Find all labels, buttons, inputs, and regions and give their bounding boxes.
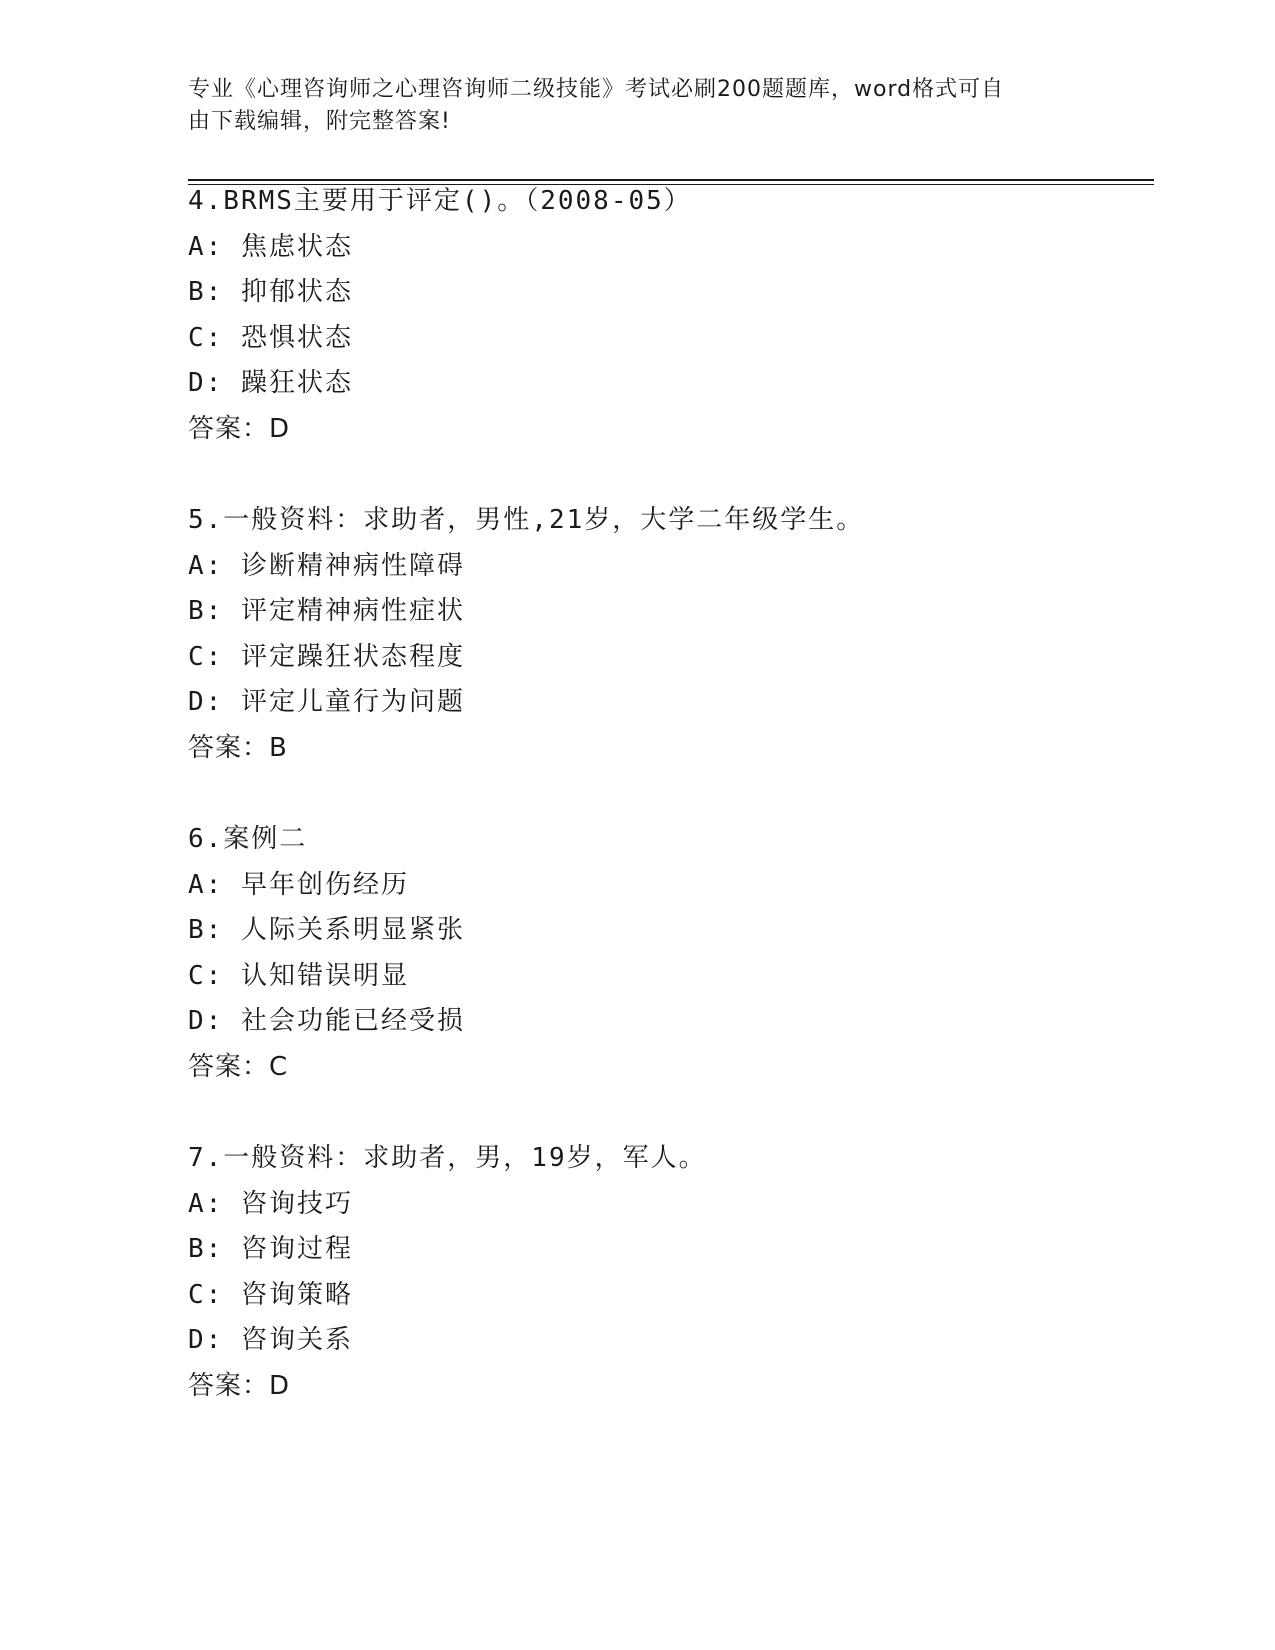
header-line-1: 专业《心理咨询师之心理咨询师二级技能》考试必刷200题题库，word格式可自 (188, 77, 1005, 102)
document-header (188, 74, 1068, 138)
question-block-7 (188, 1136, 1088, 1409)
option-c: C: 认知错误明显 (188, 960, 409, 991)
option-a: A: 咨询技巧 (188, 1188, 353, 1219)
option-a: A: 诊断精神病性障碍 (188, 550, 465, 581)
question-stem: 5.一般资料：求助者，男性,21岁，大学二年级学生。 (188, 505, 865, 535)
option-b: B: 人际关系明显紧张 (188, 915, 465, 945)
option-a: A: 焦虑状态 (188, 231, 353, 262)
header-line-2: 由下载编辑，附完整答案! (188, 109, 451, 134)
option-b: B: 抑郁状态 (188, 277, 353, 307)
option-d: D: 躁狂状态 (188, 368, 353, 398)
question-block-4 (188, 179, 1088, 452)
question-block-6 (188, 817, 1088, 1090)
question-stem: 4.BRMS主要用于评定()。（2008-05） (188, 186, 692, 216)
question-stem: 7.一般资料：求助者，男，19岁，军人。 (188, 1143, 707, 1173)
option-c: C: 评定躁狂状态程度 (188, 641, 465, 672)
answer-label: 答案：B (188, 732, 288, 763)
option-d: D: 社会功能已经受损 (188, 1006, 465, 1036)
option-c: C: 咨询策略 (188, 1279, 353, 1310)
option-b: B: 评定精神病性症状 (188, 596, 465, 626)
option-c: C: 恐惧状态 (188, 322, 353, 353)
option-d: D: 咨询关系 (188, 1325, 353, 1355)
option-d: D: 评定儿童行为问题 (188, 687, 465, 717)
question-block-5 (188, 498, 1088, 771)
answer-label: 答案：D (188, 413, 291, 444)
answer-label: 答案：D (188, 1370, 291, 1401)
option-b: B: 咨询过程 (188, 1234, 353, 1264)
option-a: A: 早年创伤经历 (188, 869, 409, 900)
answer-label: 答案：C (188, 1051, 289, 1082)
question-stem: 6.案例二 (188, 824, 308, 854)
